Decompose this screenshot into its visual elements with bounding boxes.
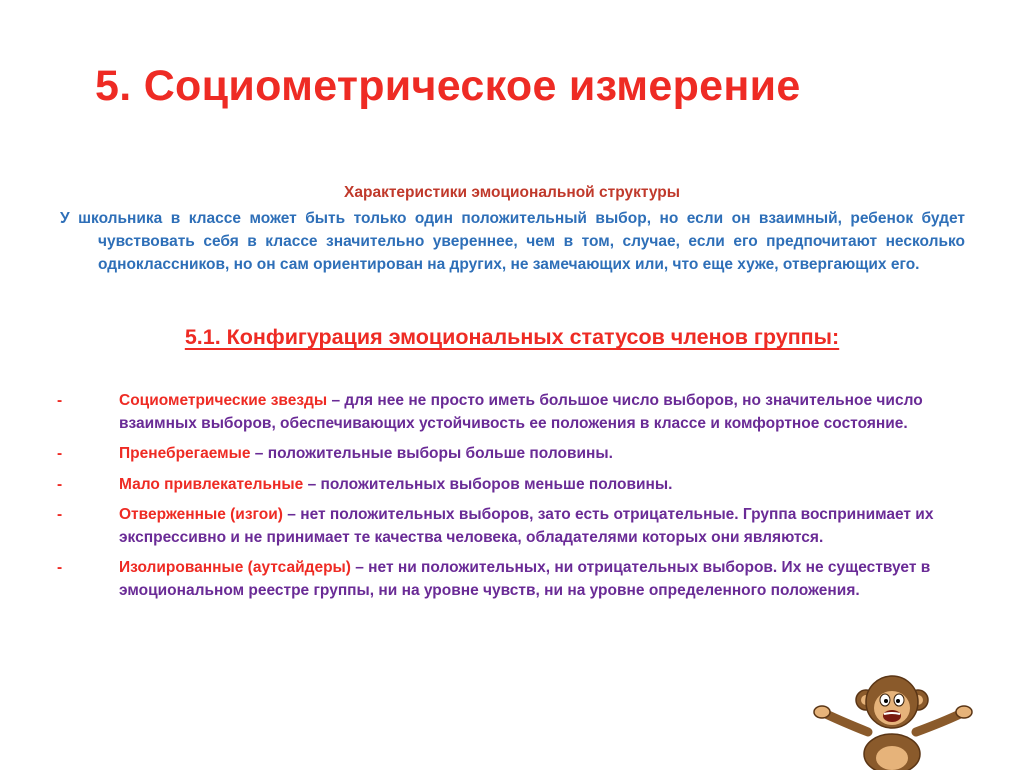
page-title: 5. Социометрическое измерение [95,62,801,110]
item-description: – для нее не просто иметь большое число выборов, но значительное число взаимных выборов, обеспечивающих устойчивость ее положения в классе и комфортное состояние. [119,392,923,432]
list-item [57,474,957,497]
item-description: – положительных выборов меньше половины. [303,475,673,493]
item-description: – нет ни положительных, ни отрицательных выборов. Их не существует в эмоциональном реестре группы, ни на уровне чувств, ни на уровне определенного положения. [119,559,931,599]
list-item [57,557,957,602]
bullet-dash: - [57,559,63,576]
item-description: – положительные выборы больше половины. [250,445,613,462]
subheading: Характеристики эмоциональной структуры [344,184,680,201]
bullet-dash: - [57,475,63,493]
item-term: Пренебрегаемые [119,445,251,462]
status-list [57,390,957,610]
list-item [57,443,957,466]
bullet-dash: - [57,506,63,523]
bullet-dash: - [57,445,63,462]
item-term: Изолированные (аутсайдеры) [119,559,351,576]
item-term: Мало привлекательные [119,475,304,493]
item-description: – нет положительных выборов, зато есть отрицательные. Группа воспринимает их экспрессивно и не принимает те качества человека, обладателями которых они являются. [119,506,934,546]
bullet-dash: - [57,392,63,409]
intro-paragraph: У школьника в классе может быть только один положительный выбор, но если он взаимный, ребенок будет чувствовать себя в классе значительно увереннее, чем в том, случае, если его предпочитают несколько одноклассников, но он сам ориентирован на других, не замечающих или, что еще хуже, отвергающих его. [60,210,965,273]
item-term: Отверженные (изгои) [119,506,283,523]
list-item [57,504,957,549]
list-item [57,390,957,435]
monkey-cartoon-icon [808,662,976,770]
item-term: Социометрические звезды [119,392,328,409]
section-heading: 5.1. Конфигурация эмоциональных статусов членов группы: [184,325,840,349]
